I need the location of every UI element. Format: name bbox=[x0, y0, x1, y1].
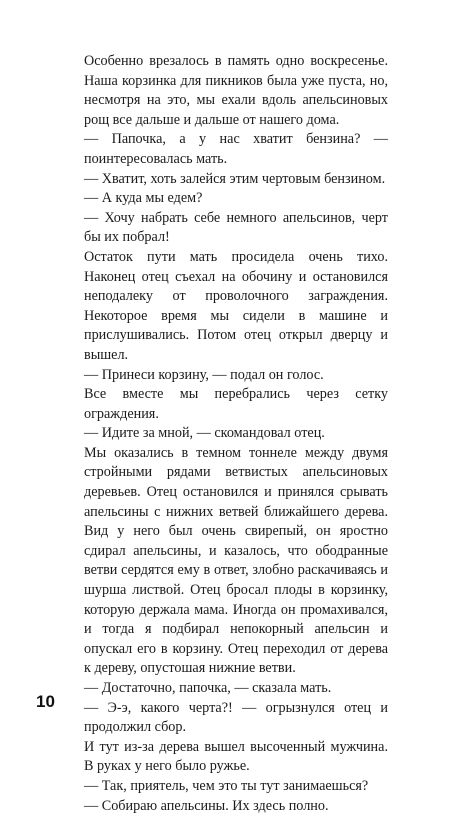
paragraph: Остаток пути мать просидела очень тихо. Наконец отец съехал на обочину и остановился неподалеку от проволочного заграждения. Некоторое время мы сидели в машине и прислушивались. Потом отец открыл дверцу и вышел. bbox=[84, 248, 388, 363]
paragraph: — Хочу набрать себе немного апельсинов, черт бы их побрал! bbox=[84, 209, 388, 246]
paragraph: — Хватит, хоть залейся этим чертовым бензином. bbox=[84, 170, 386, 187]
paragraph: Мы оказались в темном тоннеле между двумя стройными рядами ветвистых апельсиновых деревьев. Отец остановился и принялся срывать апельсины с нижних ветвей ближайшего дерева. Вид у него был очень свирепый, он яростно сдирал апельсины, и казалось, что ободранные ветви сердятся ему в ответ, злобно раскачиваясь и шурша листвой. Отец бросал плоды в корзинку, которую держала мама. Иногда он промахивался, и тогда я подбирал непокорный апельсин и опускал его в корзину. Отец переходил от дерева к дереву, опустошая нижние ветви. bbox=[84, 444, 388, 677]
page-number: 10 bbox=[36, 692, 55, 711]
paragraph: — Достаточно, папочка, — сказала мать. bbox=[84, 680, 332, 696]
paragraph: — Так, приятель, чем это ты тут занимаешься? bbox=[84, 777, 369, 794]
paragraph: — Э-э, какого черта?! — огрызнулся отец и продолжил сбор. bbox=[84, 699, 388, 736]
paragraph: — Папочка, а у нас хватит бензина? — поинтересовалась мать. bbox=[84, 131, 388, 167]
paragraph: — А куда мы едем? bbox=[84, 190, 203, 207]
paragraph: — Принеси корзину, — подал он голос. bbox=[84, 366, 324, 383]
body-text bbox=[84, 52, 388, 816]
paragraph: Все вместе мы перебрались через сетку ограждения. bbox=[84, 386, 388, 422]
paragraph: — Идите за мной, — скомандовал отец. bbox=[84, 425, 325, 442]
paragraph: И тут из-за дерева вышел высоченный мужчина. В руках у него было ружье. bbox=[84, 738, 388, 775]
paragraph: Особенно врезалось в память одно воскресенье. Наша корзинка для пикников была уже пуста, но, несмотря на это, мы ехали вдоль апельсиновых рощ все дальше и дальше от нашего дома. bbox=[84, 53, 388, 128]
paragraph: — Собираю апельсины. Их здесь полно. bbox=[84, 797, 329, 814]
